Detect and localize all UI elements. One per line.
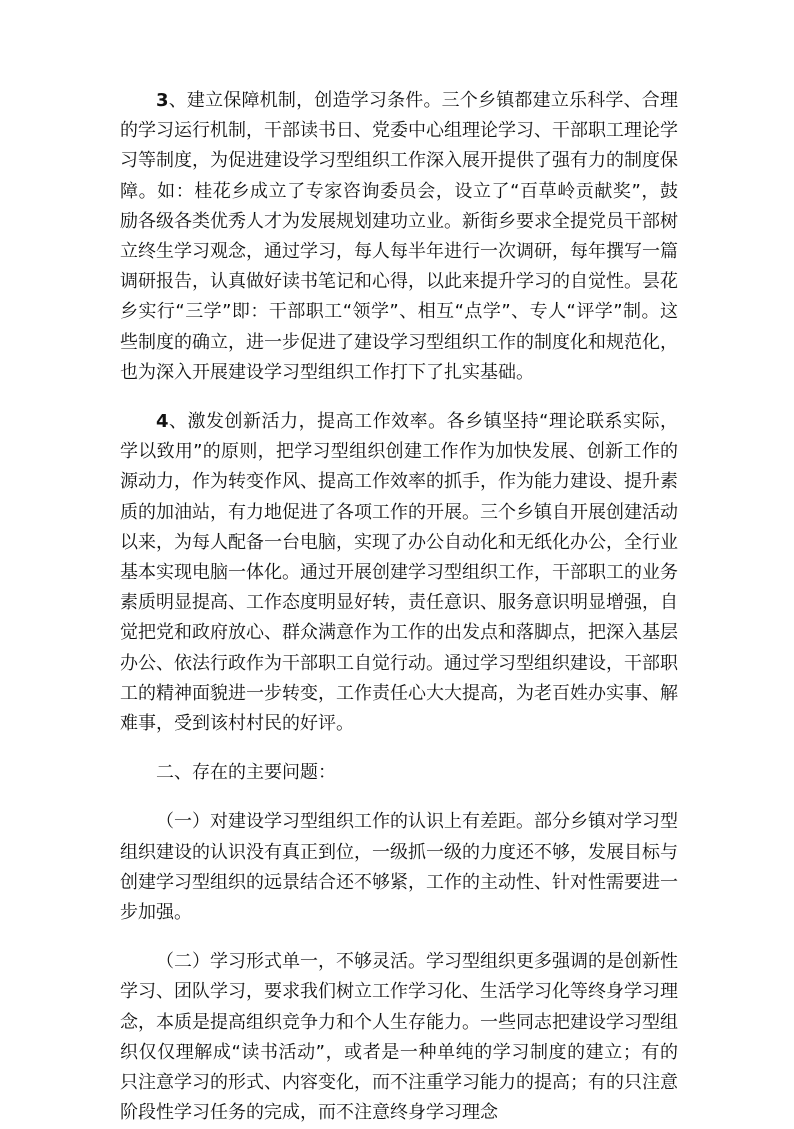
paragraph-3 (120, 86, 678, 388)
section-heading-text: 二、存在的主要问题： (156, 762, 336, 784)
paragraph-4 (120, 407, 678, 739)
paragraph-text: （二）学习形式单一，不够灵活。学习型组织更多强调的是创新性学习、团队学习，要求我们树立工作学习化、生活学习化等终身学习理念，本质是提高组织竞争力和个人生存能力。一些同志把建设学习型组织仅仅理解成“读书活动”，或者是一种单纯的学习制度的建立；有的只注意学习的形式、内容变化，而不注重学习能力的提高；有的只注意阶段性学习任务的完成，而不注意终身学习理念 (120, 951, 678, 1124)
paragraph-problem-2 (120, 947, 678, 1128)
paragraph-text: （一）对建设学习型组织工作的认识上有差距。部分乡镇对学习型组织建设的认识没有真正到位，一级抓一级的力度还不够，发展目标与创建学习型组织的远景结合还不够紧，工作的主动性、针对性需要进一步加强。 (120, 811, 678, 924)
paragraph-number: 4 (156, 411, 169, 433)
section-heading-problems (120, 758, 678, 788)
paragraph-problem-1 (120, 807, 678, 928)
paragraph-number: 3 (156, 90, 169, 111)
paragraph-text: 、建立保障机制，创造学习条件。三个乡镇都建立乐科学、合理的学习运行机制，干部读书日、党委中心组理论学习、干部职工理论学习等制度，为促进建设学习型组织工作深入展开提供了强有力的制度保障。如：桂花乡成立了专家咨询委员会，设立了“百草岭贡献奖”，鼓励各级各类优秀人才为发展规划建功立业。新街乡要求全提党员干部树立终生学习观念，通过学习，每人每半年进行一次调研，每年撰写一篇调研报告，认真做好读书笔记和心得，以此来提升学习的自觉性。昙花乡实行“三学”即：干部职工“领学”、相互“点学”、专人“评学”制。这些制度的确立，进一步促进了建设学习型组织工作的制度化和规范化，也为深入开展建设学习型组织工作打下了扎实基础。 (120, 90, 678, 383)
paragraph-text: 、激发创新活力，提高工作效率。各乡镇坚持“理论联系实际，学以致用”的原则，把学习型组织创建工作作为加快发展、创新工作的源动力，作为转变作风、提高工作效率的抓手，作为能力建设、提升素质的加油站，有力地促进了各项工作的开展。三个乡镇自开展创建活动以来，为每人配备一台电脑，实现了办公自动化和无纸化办公，全行业基本实现电脑一体化。通过开展创建学习型组织工作，干部职工的业务素质明显提高、工作态度明显好转，责任意识、服务意识明显增强，自觉把党和政府放心、群众满意作为工作的出发点和落脚点，把深入基层办公、依法行政作为干部职工自觉行动。通过学习型组织建设，干部职工的精神面貌进一步转变，工作责任心大大提高，为老百姓办实事、解难事，受到该村村民的好评。 (120, 411, 678, 735)
